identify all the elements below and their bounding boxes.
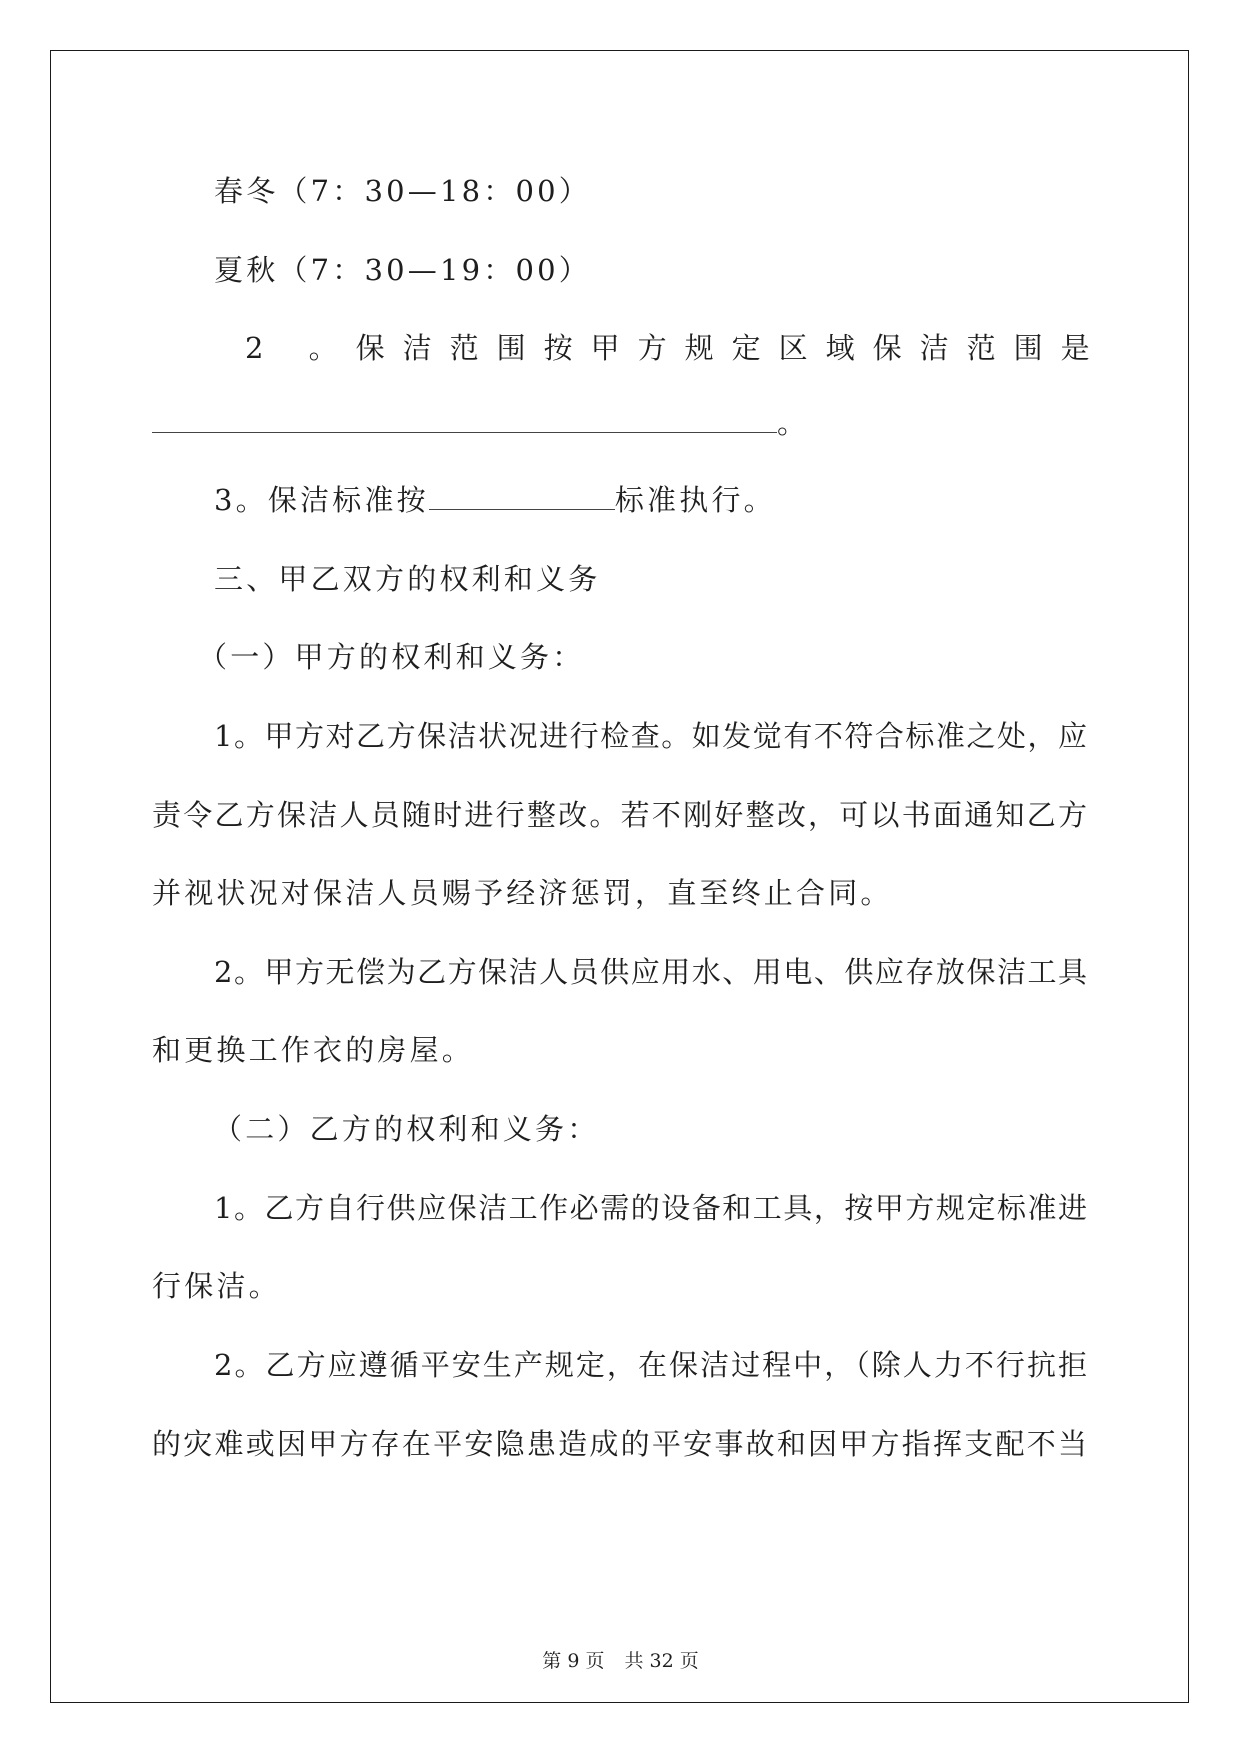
fill-in-blank [152,404,777,433]
text-line: 行保洁。 [152,1269,281,1303]
text-line: 和更换工作衣的房屋。 [152,1033,475,1067]
text-line [214,480,1149,520]
text-line: 2。甲方无偿为乙方保洁人员供应用水、用电、供应存放保洁工具 [214,955,1087,989]
subsection-heading: （二）乙方的权利和义务： [213,1112,600,1146]
text-line: 的灾难或因甲方存在平安隐患造成的平安事故和因甲方指挥支配不当 [152,1427,1087,1461]
text-line: 春冬（7：30—18：00） [214,174,591,208]
page-total: 共 32 页 [624,1650,699,1672]
text-line: 夏秋（7：30—19：00） [214,253,591,287]
text-line: 1。乙方自行供应保洁工作必需的设备和工具，按甲方规定标准进 [214,1191,1087,1225]
text-line: 并视状况对保洁人员赐予经济惩罚，直至终止合同。 [152,876,893,910]
text-line: 责令乙方保洁人员随时进行整改。若不刚好整改，可以书面通知乙方 [152,798,1087,832]
line-start: 3。保洁标准按 [214,483,429,517]
page-number: 第 9 页 [542,1650,605,1672]
text-line [152,403,1087,443]
page-footer [0,1646,1241,1673]
fill-in-blank [429,481,615,510]
section-heading: 三、甲乙双方的权利和义务 [214,562,601,596]
line-end: 标准执行。 [614,483,776,517]
line-end: 。 [777,406,810,440]
subsection-heading: （一）甲方的权利和义务： [198,640,585,674]
text-line: 1。甲方对乙方保洁状况进行检查。如发觉有不符合标准之处，应 [214,719,1087,753]
text-line: 2。乙方应遵循平安生产规定，在保洁过程中，（除人力不行抗拒 [214,1348,1087,1382]
text-line: 2 。保洁范围按甲方规定区域保洁范围是 [245,331,1108,365]
